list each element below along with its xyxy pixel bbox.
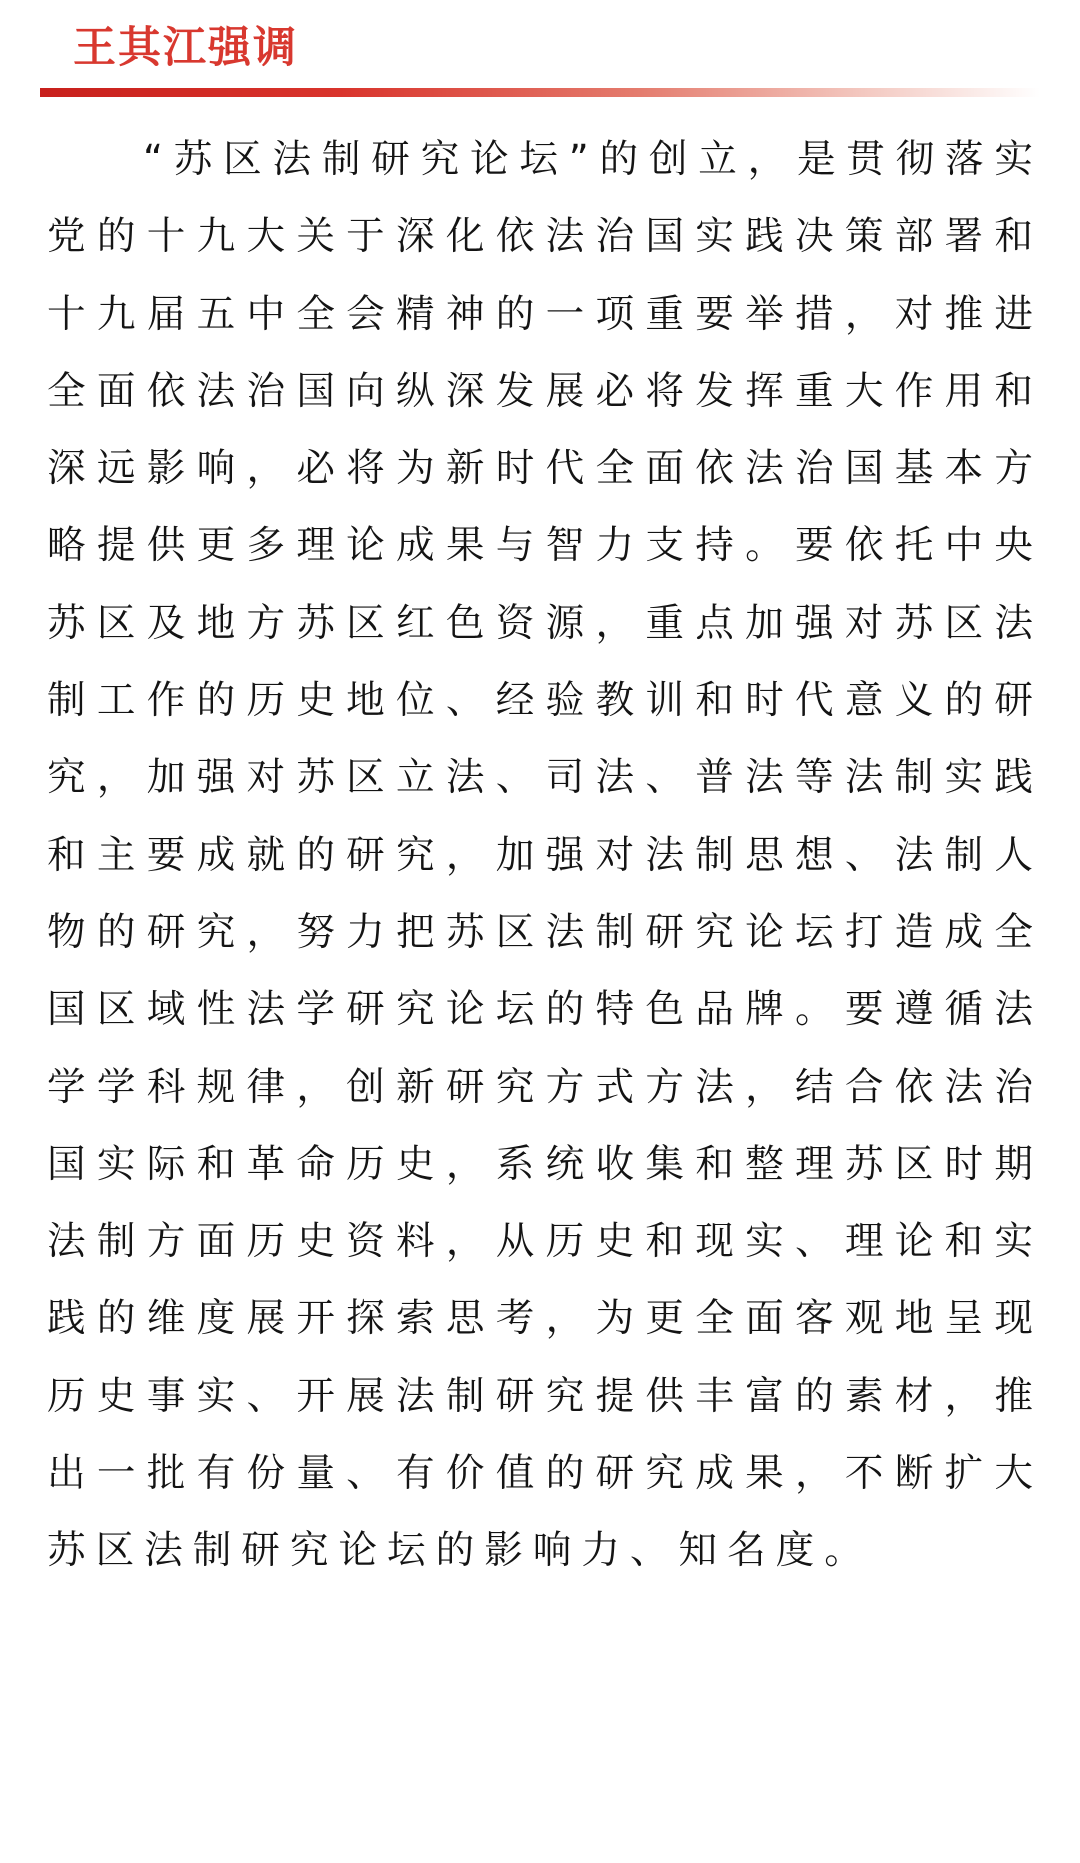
article-paragraph: “苏区法制研究论坛”的创立，是贯彻落实党的十九大关于深化依法治国实践决策部署和十九届五中全会精神的一项重要举措，对推进全面依法治国向纵深发展必将发挥重大作用和深远影响，必将为新时代全面依法治国基本方略提供更多理论成果与智力支持。要依托中央苏区及地方苏区红色资源，重点加强对苏区法制工作的历史地位、经验教训和时代意义的研究，加强对苏区立法、司法、普法等法制实践和主要成就的研究，加强对法制思想、法制人物的研究，努力把苏区法制研究论坛打造成全国区域性法学研究论坛的特色品牌。要遵循法学学科规律，创新研究方式方法，结合依法治国实际和革命历史，系统收集和整理苏区时期法制方面历史资料，从历史和现实、理论和实践的维度展开探索思考，为更全面客观地呈现历史事实、开展法制研究提供丰富的素材，推出一批有份量、有价值的研究成果，不断扩大苏区法制研究论坛的影响力、知名度。 <box>47 137 1043 1574</box>
section-header <box>40 6 1040 102</box>
heading-underline <box>40 88 1040 97</box>
section-heading: 王其江强调 <box>73 23 298 73</box>
